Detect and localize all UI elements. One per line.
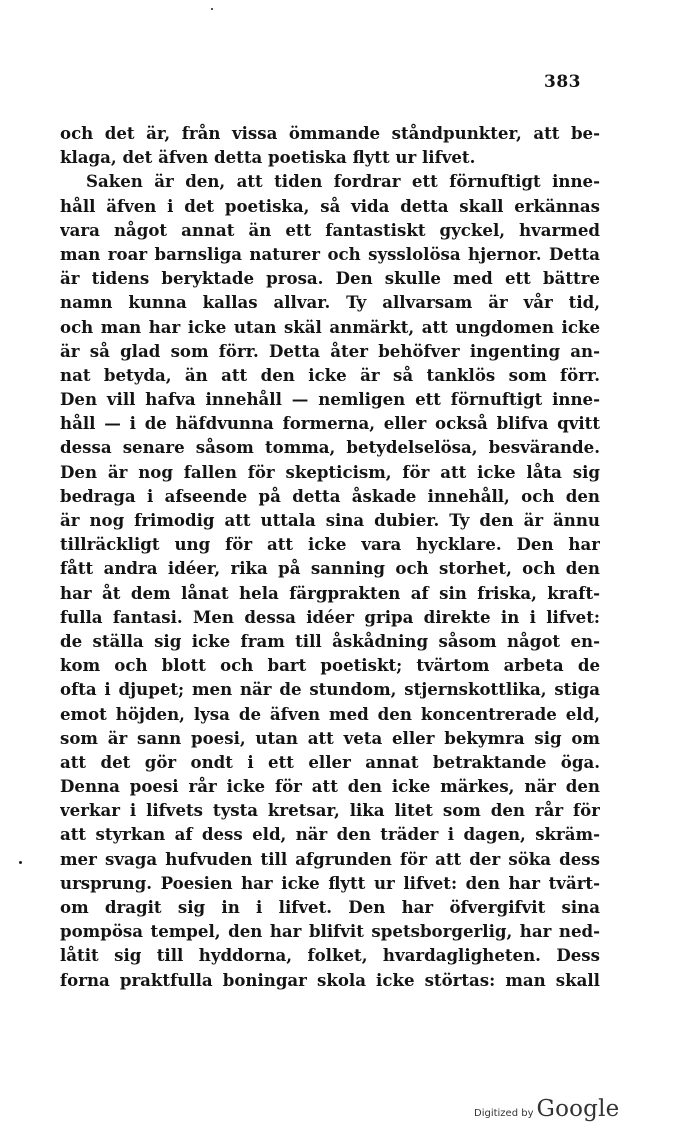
text-line: är tidens beryktade prosa. Den skulle med ett bättre — [60, 268, 600, 289]
ink-speck — [19, 861, 22, 864]
text-line: ursprung. Poesien har icke flytt ur lifvet: den har tvärt- — [60, 872, 600, 893]
page-number: 383 — [544, 72, 581, 92]
text-line: verkar i lifvets tysta kretsar, lika litet som den rår för — [60, 800, 600, 821]
text-line: nat betyda, än att den icke är så tanklös som förr. — [60, 364, 600, 385]
text-line: och det är, från vissa ömmande ståndpunkter, att be- — [60, 123, 600, 143]
text-line: är nog frimodig att uttala sina dubier. Ty den är ännu — [60, 510, 600, 530]
text-line: som är sann poesi, utan att veta eller bekymra sig om — [60, 727, 600, 748]
text-line: att det gör ondt i ett eller annat betraktande öga. — [60, 751, 600, 772]
text-line: pompösa tempel, den har blifvit spetsborgerlig, har ned- — [60, 921, 600, 942]
text-line: emot höjden, lysa de äfven med den koncentrerade eld, — [60, 703, 600, 724]
text-line: ofta i djupet; men när de stundom, stjernskottlika, stiga — [60, 679, 600, 700]
text-line: forna praktfulla boningar skola icke störtas: man skall — [60, 969, 600, 990]
text-line: håll — i de häfdvunna formerna, eller också blifva qvitt — [60, 413, 600, 434]
ink-speck — [211, 8, 213, 10]
digitized-label: Digitized by — [474, 1108, 534, 1119]
text-line: de ställa sig icke fram till åskådning såsom något en- — [60, 630, 600, 651]
text-line: dessa senare såsom tomma, betydelselösa, besvärande. — [60, 437, 600, 458]
text-line: har åt dem lånat hela färgprakten af sin friska, kraft- — [60, 582, 600, 603]
text-line: Saken är den, att tiden fordrar ett förnuftigt inne- — [86, 171, 600, 192]
text-line: tillräckligt ung för att icke vara hycklare. Den har — [60, 534, 600, 555]
digitized-by-google-watermark — [474, 1096, 619, 1122]
text-line: Denna poesi rår icke för att den icke märkes, när den — [60, 776, 600, 797]
text-line: och man har icke utan skäl anmärkt, att ungdomen icke — [60, 316, 600, 337]
text-line: mer svaga hufvuden till afgrunden för att der söka dess — [60, 848, 600, 869]
text-line: fulla fantasi. Men dessa idéer gripa direkte in i lifvet: — [60, 606, 600, 627]
text-line: håll äfven i det poetiska, så vida detta skall erkännas — [60, 195, 600, 216]
text-line: klaga, det äfven detta poetiska flytt ur lifvet. — [60, 147, 476, 168]
text-line: namn kunna kallas allvar. Ty allvarsam är vår tid, — [60, 292, 600, 313]
text-line: fått andra idéer, rika på sanning och storhet, och den — [60, 558, 600, 579]
text-line: bedraga i afseende på detta åskade innehåll, och den — [60, 485, 600, 506]
text-line: Den vill hafva innehåll — nemligen ett förnuftigt inne- — [60, 389, 600, 410]
text-line: vara något annat än ett fantastiskt gyckel, hvarmed — [60, 219, 600, 240]
text-line: om dragit sig in i lifvet. Den har öfvergifvit sina — [60, 897, 600, 917]
text-line: kom och blott och bart poetiskt; tvärtom arbeta de — [60, 655, 600, 676]
text-line: man roar barnsliga naturer och sysslolösa hjernor. Detta — [60, 243, 600, 264]
text-line: låtit sig till hyddorna, folket, hvardagligheten. Dess — [60, 945, 600, 966]
google-logo: Google — [536, 1096, 620, 1122]
body-text — [60, 121, 600, 992]
text-line: är så glad som förr. Detta åter behöfver ingenting an- — [60, 340, 600, 361]
text-line: att styrkan af dess eld, när den träder i dagen, skräm- — [60, 824, 600, 845]
text-line: Den är nog fallen för skepticism, för att icke låta sig — [60, 461, 600, 482]
